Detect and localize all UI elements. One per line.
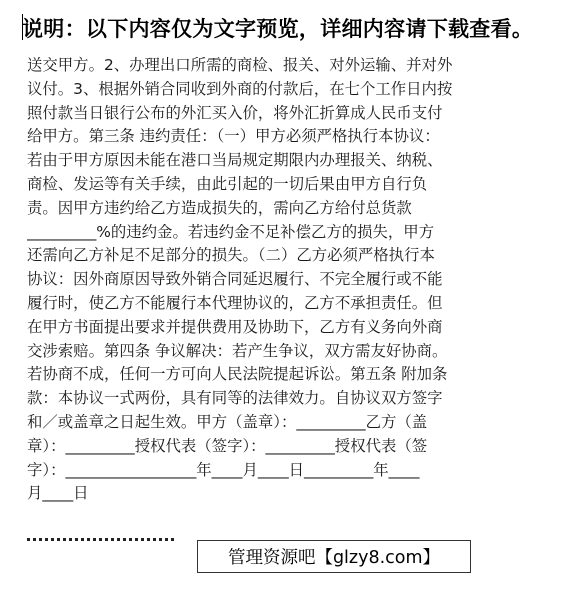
body-line: 履行时，使乙方不能履行本代理协议的，乙方不承担责任。但 — [27, 293, 443, 312]
body-line: 月____日 — [27, 484, 89, 503]
document-body — [27, 54, 557, 506]
body-line: 还需向乙方补足不足部分的损失。（二）乙方必须严格执行本 — [27, 246, 435, 265]
body-line: 若协商不成，任何一方可向人民法院提起诉讼。第五条 附加条 — [27, 365, 448, 384]
download-link-button[interactable]: 管理资源吧【glzy8.com】 — [197, 540, 471, 573]
body-line: 给甲方。第三条 违约责任：（一）甲方必须严格执行本协议： — [27, 127, 440, 146]
body-line: 照付款当日银行公布的外汇买入价，将外汇折算成人民币支付 — [27, 103, 443, 122]
body-line: 商检、发运等有关手续，由此引起的一切后果由甲方自行负 — [27, 174, 428, 193]
body-line: 字）：_________________年____月____日_________年____ — [27, 460, 420, 479]
body-line: _________%的违约金。若违约金不足补偿乙方的损失，甲方 — [27, 222, 435, 241]
preview-notice: 说明：以下内容仅为文字预览，详细内容请下载查看。 — [22, 17, 534, 41]
dotted-divider — [27, 538, 174, 541]
body-line: 协议：因外商原因导致外销合同延迟履行、不完全履行或不能 — [27, 270, 443, 289]
body-line: 款：本协议一式两份，具有同等的法律效力。自协议双方签字 — [27, 389, 443, 408]
body-line: 和／或盖章之日起生效。甲方（盖章）：_________乙方（盖 — [27, 412, 428, 431]
body-line: 议付。3、根据外销合同收到外商的付款后，在七个工作日内按 — [27, 79, 453, 98]
body-line: 在甲方书面提出要求并提供费用及协助下，乙方有义务向外商 — [27, 317, 443, 336]
body-line: 交涉索赔。第四条 争议解决：若产生争议，双方需友好协商。 — [27, 341, 448, 360]
body-line: 章）：_________授权代表（签字）：_________授权代表（签 — [27, 436, 428, 455]
body-line: 责。因甲方违约给乙方造成损失的，需向乙方给付总货款 — [27, 198, 412, 217]
body-line: 若由于甲方原因未能在港口当局规定期限内办理报关、纳税、 — [27, 151, 443, 170]
body-line: 送交甲方。2、办理出口所需的商检、报关、对外运输、并对外 — [27, 56, 453, 74]
